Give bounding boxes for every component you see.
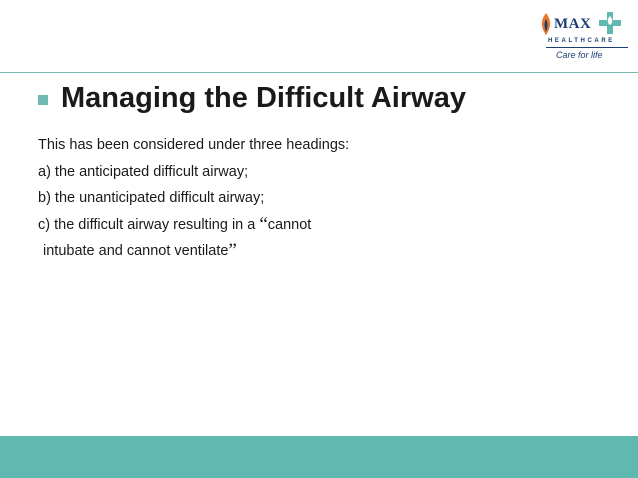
body-line: This has been considered under three headings: (38, 137, 350, 153)
body-line: b) the unanticipated difficult airway; (38, 190, 265, 206)
body-line-text: c) the difficult airway resulting in a (38, 216, 260, 233)
medical-cross-icon (599, 12, 621, 34)
close-quote: ” (228, 240, 237, 261)
footer-band (0, 436, 638, 478)
header-divider (0, 72, 638, 73)
logo-brand-text: MAX (554, 16, 592, 32)
quoted-text: cannot (267, 216, 312, 233)
logo-tagline: Care for life (556, 50, 603, 60)
logo-divider (546, 47, 628, 48)
quoted-text-continued: intubate and cannot ventilate (43, 243, 229, 259)
square-bullet-icon (38, 95, 48, 105)
slide-body (38, 132, 349, 265)
body-line: a) the anticipated difficult airway; (38, 163, 249, 180)
open-quote: “ (259, 213, 268, 235)
logo-subtext: HEALTHCARE (548, 38, 615, 44)
flame-icon (538, 12, 554, 36)
slide-title: Managing the Difficult Airway (61, 82, 466, 114)
body-line-quoted (38, 212, 349, 239)
body-line-continued (38, 238, 349, 265)
max-healthcare-logo (536, 10, 632, 66)
title-row (38, 82, 466, 115)
